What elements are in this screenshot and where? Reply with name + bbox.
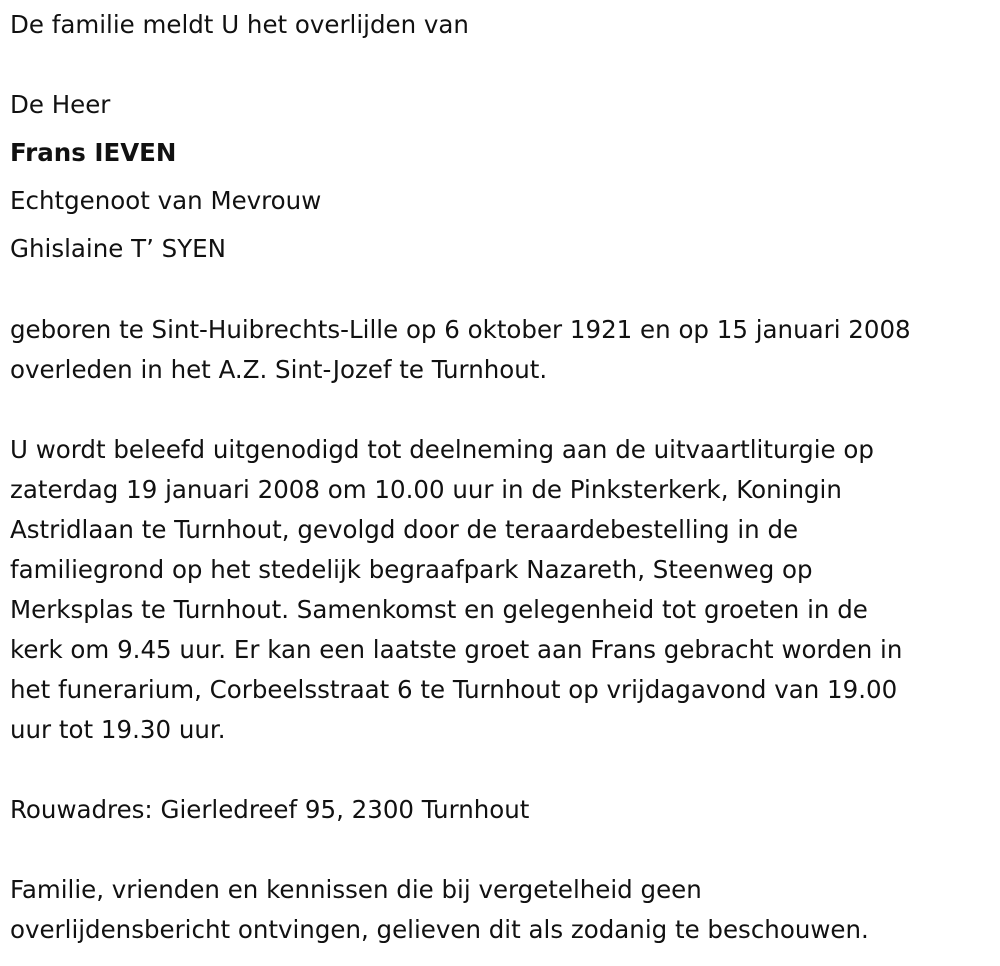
text-line: zaterdag 19 januari 2008 om 10.00 uur in de Pinksterkerk, Koningin: [10, 475, 842, 504]
mourning-address: Rouwadres: Gierledreef 95, 2300 Turnhout: [10, 795, 530, 824]
deceased-block: [10, 81, 321, 273]
intro-text: De familie meldt U het overlijden van: [10, 10, 469, 39]
text-line: familiegrond op het stedelijk begraafpark Nazareth, Steenweg op: [10, 555, 813, 584]
text-line: uur tot 19.30 uur.: [10, 715, 226, 744]
text-line: het funerarium, Corbeelsstraat 6 te Turnhout op vrijdagavond van 19.00: [10, 675, 898, 704]
text-line: U wordt beleefd uitgenodigd tot deelneming aan de uitvaartliturgie op: [10, 435, 874, 464]
deceased-name-text: Frans IEVEN: [10, 138, 177, 167]
deceased-name: [10, 129, 321, 177]
deceased-title: De Heer: [10, 90, 111, 119]
text-line: kerk om 9.45 uur. Er kan een laatste groet aan Frans gebracht worden in: [10, 635, 903, 664]
text-line: geboren te Sint-Huibrechts-Lille op 6 oktober 1921 en op 15 januari 2008: [10, 315, 911, 344]
text-line: Astridlaan te Turnhout, gevolgd door de teraardebestelling in de: [10, 515, 799, 544]
text-line: Familie, vrienden en kennissen die bij vergetelheid geen: [10, 875, 702, 904]
spouse-name: Ghislaine T’ SYEN: [10, 234, 226, 263]
intro-block: [10, 5, 469, 45]
text-line: Merksplas te Turnhout. Samenkomst en gelegenheid tot groeten in de: [10, 595, 868, 624]
address-paragraph: [10, 790, 529, 830]
invitation-paragraph: [10, 430, 902, 750]
text-line: overleden in het A.Z. Sint-Jozef te Turnhout.: [10, 355, 548, 384]
deceased-relation: Echtgenoot van Mevrouw: [10, 186, 322, 215]
text-line: overlijdensbericht ontvingen, gelieven dit als zodanig te beschouwen.: [10, 915, 869, 944]
birth-death-paragraph: [10, 310, 911, 390]
closing-paragraph: [10, 870, 869, 950]
